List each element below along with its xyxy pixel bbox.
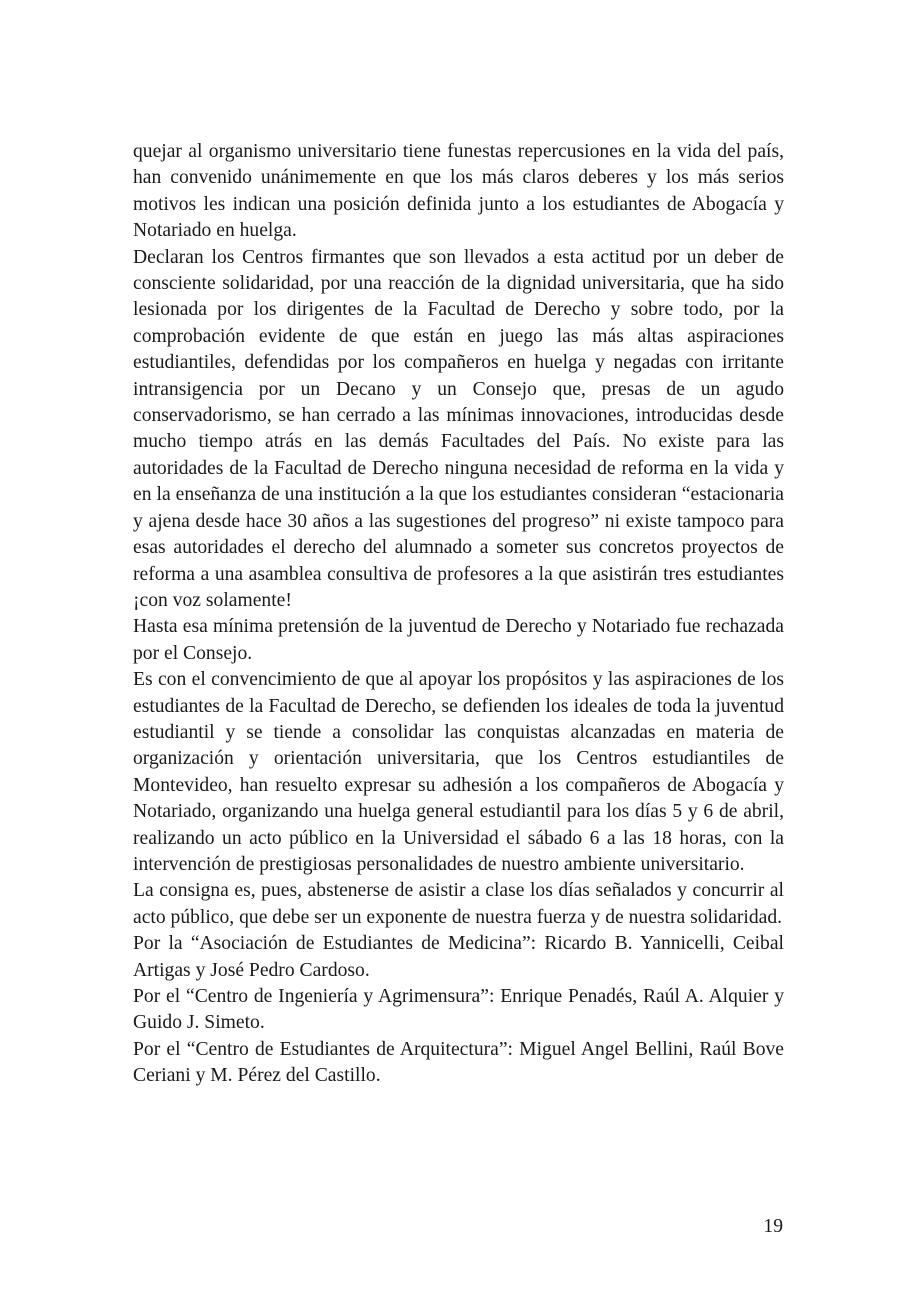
signatories-arquitectura: Por el “Centro de Estudiantes de Arquitectura”: Miguel Angel Bellini, Raúl Bove Ceriani y M. Pérez del Castillo. — [133, 1038, 784, 1087]
page-number: 19 — [763, 1216, 783, 1237]
signatories-medicina: Por la “Asociación de Estudiantes de Medicina”: Ricardo B. Yannicelli, Ceibal Artigas y José Pedro Cardoso. — [133, 933, 784, 981]
paragraph-rejection: Hasta esa mínima pretensión de la juventud de Derecho y Notariado fue rechazada por el Consejo. — [133, 616, 784, 664]
paragraph-declaration: Declaran los Centros firmantes que son llevados a esta actitud por un deber de consciente solidaridad, por una reacción de la dignidad universitaria, que ha sido lesionada por los dirigentes de la Facultad de Derecho y sobre todo, por la comprobación evidente de que están en juego las más altas aspiraciones estudiantiles, defendidas por los compañeros en huelga y negadas con irritante intransigencia por un Decano y un Consejo que, presas de un agudo conservadorismo, se han cerrado a las mínimas innovaciones, introducidas desde mucho tiempo atrás en las demás Facultades del País. No existe para las autoridades de la Facultad de Derecho ninguna necesidad de reforma en la vida y en la enseñanza de una institución a la que los estudiantes consideran “estacionaria y ajena desde hace 30 años a las sugestiones del progreso” ni existe tampoco para esas autoridades el derecho del alumnado a someter sus concretos proyectos de reforma a una asamblea consultiva de profesores a la que asistirán tres estudiantes ¡con voz solamente! — [133, 246, 784, 611]
paragraph-slogan: La consigna es, pues, abstenerse de asistir a clase los días señalados y concurrir al acto público, que debe ser un exponente de nuestra fuerza y de nuestra solidaridad. — [133, 880, 784, 928]
signatories-ingenieria: Por el “Centro de Ingeniería y Agrimensura”: Enrique Penadés, Raúl A. Alquier y Guido J. Simeto. — [133, 986, 784, 1034]
paragraph-continuation: quejar al organismo universitario tiene funestas repercusiones en la vida del país, han convenido unánimemente en que los más claros deberes y los más serios motivos les indican una posición definida junto a los estudiantes de Abogacía y Notariado en huelga. — [133, 141, 784, 242]
body-text — [133, 139, 784, 1090]
paragraph-strike-announcement: Es con el convencimiento de que al apoyar los propósitos y las aspiraciones de los estudiantes de la Facultad de Derecho, se defienden los ideales de toda la juventud estudiantil y se tiende a consolidar las conquistas alcanzadas en materia de organización y orientación universitaria, que los Centros estudiantiles de Montevideo, han resuelto expresar su adhesión a los compañeros de Abogacía y Notariado, organizando una huelga general estudiantil para los días 5 y 6 de abril, realizando un acto público en la Universidad el sábado 6 a las 18 horas, con la intervención de prestigiosas personalidades de nuestro ambiente universitario. — [133, 669, 784, 875]
